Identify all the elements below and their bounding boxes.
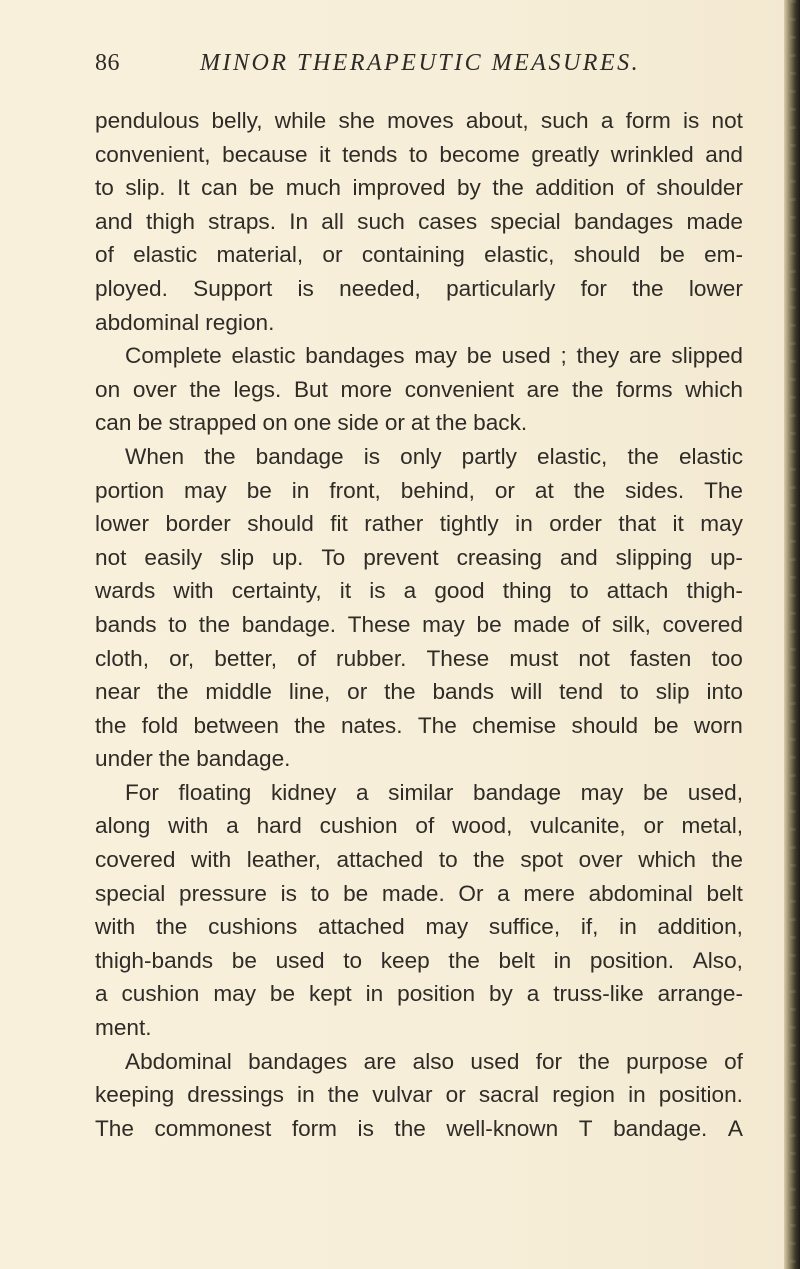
text-line: bands to the bandage. These may be made of silk, covered (95, 611, 743, 637)
text-line: not easily slip up. To prevent creasing and slipping up- (95, 544, 743, 570)
text-line: along with a hard cushion of wood, vulcanite, or metal, (95, 813, 743, 839)
text-line: cloth, or, better, of rubber. These must not fasten too (95, 645, 743, 671)
binding-edge (784, 0, 800, 1269)
text-line: ment. (95, 1015, 152, 1041)
text-line: Complete elastic bandages may be used ; they are slipped (125, 343, 743, 369)
text-line: lower border should fit rather tightly in order that it may (95, 511, 743, 537)
page-number: 86 (95, 50, 120, 76)
text-line: to slip. It can be much improved by the addition of shoulder (95, 175, 743, 201)
text-line: convenient, because it tends to become greatly wrinkled and (95, 141, 743, 167)
binding-edge-texture (790, 0, 796, 1269)
text-line: the fold between the nates. The chemise should be worn (95, 712, 743, 738)
text-line: Abdominal bandages are also used for the purpose of (125, 1048, 743, 1074)
text-line: abdominal region. (95, 309, 275, 335)
text-line: thigh-bands be used to keep the belt in position. Also, (95, 947, 743, 973)
text-line: When the bandage is only partly elastic, the elastic (125, 443, 743, 469)
text-line: For floating kidney a similar bandage may be used, (125, 779, 743, 805)
text-line: special pressure is to be made. Or a mere abdominal belt (95, 880, 743, 906)
text-line: with the cushions attached may suffice, if, in addition, (95, 914, 743, 940)
text-line: on over the legs. But more convenient are the forms which (95, 376, 743, 402)
text-line: The commonest form is the well-known T bandage. A (95, 1115, 743, 1141)
text-line: keeping dressings in the vulvar or sacral region in position. (95, 1082, 743, 1108)
text-line: can be strapped on one side or at the back. (95, 410, 528, 436)
text-line: covered with leather, attached to the spot over which the (95, 847, 743, 873)
text-line: a cushion may be kept in position by a truss-like arrange- (95, 981, 743, 1007)
text-line: pendulous belly, while she moves about, such a form is not (95, 108, 743, 133)
text-line: portion may be in front, behind, or at the sides. The (95, 477, 743, 503)
text-line: and thigh straps. In all such cases special bandages made (95, 208, 743, 234)
text-line: ployed. Support is needed, particularly for the lower (95, 275, 743, 301)
text-line: of elastic material, or containing elastic, should be em- (95, 242, 743, 268)
running-head: MINOR THERAPEUTIC MEASURES. (200, 50, 641, 76)
body-text (95, 104, 743, 1145)
page-header (95, 50, 745, 86)
text-line: under the bandage. (95, 746, 291, 772)
text-line: near the middle line, or the bands will tend to slip into (95, 679, 743, 705)
text-line: wards with certainty, it is a good thing to attach thigh- (95, 578, 743, 604)
